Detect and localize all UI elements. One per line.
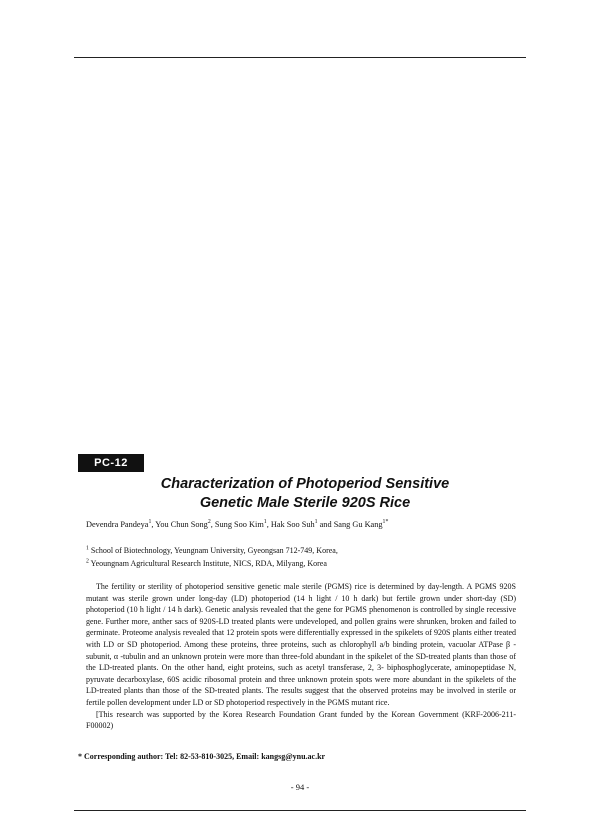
author: Sung Soo Kim$^1$, — [214, 519, 271, 529]
author: You Chun Song$^2$, — [155, 519, 215, 529]
top-rule — [74, 57, 526, 58]
abstract-paragraph: The fertility or sterility of photoperiod sensitive genetic male sterile (PGMS) rice is determined by day-length. A PGMS 920S mutant was sterile grown under long-day (LD) photoperiod (14 h light / 10 h dark) but fertile grown under short-day (SD) photoperiod (10 h light / 14 h dark). Genetic analysis revealed that the gene for PGMS phenomenon is controlled by single recessive gene. Further more, anther sacs of 920S-LD treated plants were undeveloped, and pollen grains were shrunken, broken and failed to germinate. Proteome analysis revealed that 12 protein spots were differentially expressed in the spikelets of 920S plants either treated with LD or SD photoperiod. Among these proteins, three proteins, such as chlorophyll a/b binding protein, vacuolar ATPase β -subunit, α -tubulin and an unknown protein were more than three-fold abundant in the spikelet of the SD-treated plants than those of the LD-treated plants. On the other hand, eight proteins, such as acetyl transferase, 2, 3- biphosphoglycerate, aminopeptidase N, pyruvate decarboxylase, 60S acidic ribosomal protein and three unknown protein spots were more abundant in the spikelets of the LD-treated plants than those of the SD-treated plants. The results suggest that the observed proteins may be involved in sterile or fertile pollen development under LD or SD photoperiod respectively in the PGMS mutant rice. — [86, 582, 516, 707]
author: Devendra Pandeya$^1$, — [86, 519, 156, 529]
acknowledgement: [This research was supported by the Korea Research Foundation Grant funded by the Korean Government (KRF-2006-211-F00002) — [86, 709, 516, 731]
title-line-1: Characterization of Photoperiod Sensitive — [160, 476, 450, 492]
title-line-2: Genetic Male Sterile 920S Rice — [199, 495, 411, 511]
paper-title — [140, 475, 470, 513]
author: Sang Gu Kang$^{1*}$ — [333, 519, 389, 529]
abstract-body — [86, 581, 516, 732]
page-number: - 94 - — [290, 782, 310, 792]
affiliation-2: $^2$ Yeoungnam Agricultural Research Institute, NICS, RDA, Milyang, Korea — [86, 558, 327, 568]
author: Hak Soo Suh$^1$ and — [270, 519, 334, 529]
bottom-rule — [74, 810, 526, 811]
affiliation-1: $^1$ School of Biotechnology, Yeungnam University, Gyeongsan 712-749, Korea, — [86, 545, 338, 555]
abstract-code-badge: PC-12 — [78, 454, 144, 472]
author-list — [86, 520, 388, 529]
affiliations — [86, 544, 338, 570]
corresponding-author: * Corresponding author: Tel: 82-53-810-3025, Email: kangsg@ynu.ac.kr — [78, 752, 326, 761]
